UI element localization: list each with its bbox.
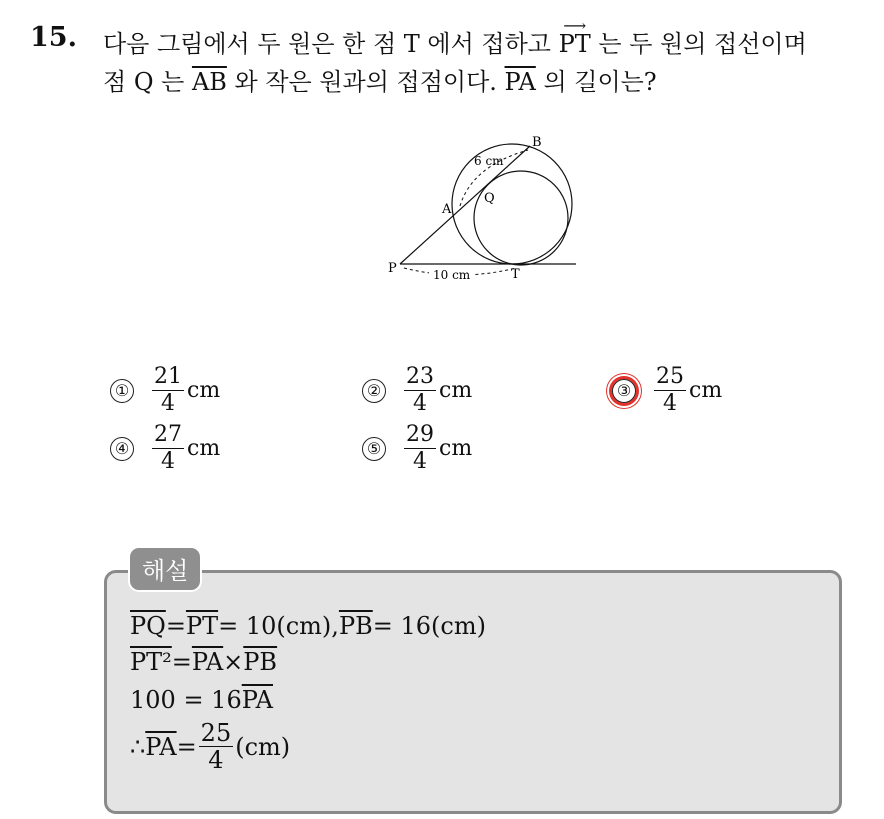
segment-pa: $\overline{PA}$ — [504, 68, 536, 96]
solution-line-1: $\overline{PQ}$ = $\overline{PT}$ = 10(cm), $\overline{PB}$ = 16(cm) — [130, 612, 486, 640]
question-line-1: 다음 그림에서 두 원은 한 점 T 에서 접하고 ⟶ PT 는 두 원의 접선이며 — [103, 16, 807, 58]
label-q: Q — [484, 191, 495, 206]
solution-line-3: 100 = 16 $\overline{PA}$ — [130, 686, 273, 714]
question-number: 15. — [30, 22, 77, 53]
choice-2[interactable]: ② $\frac{23}{4}$ cm — [362, 364, 472, 417]
solution-line-2: PT² = $\overline{PA}$ × $\overline{PB}$ — [130, 648, 278, 676]
tangent-circles-figure — [380, 130, 600, 290]
label-a: A — [442, 202, 452, 217]
choice-3[interactable]: ③ $\frac{25}{4}$ cm — [612, 364, 722, 417]
question-line-2: 점 Q 는 $\overline{AB}$ 와 작은 원과의 접점이다. $\overline{PA}$ 의 길이는? — [103, 68, 657, 96]
label-t: T — [511, 267, 520, 282]
vector-pt: ⟶ PT — [558, 16, 591, 58]
label-p: P — [388, 261, 397, 276]
choice-5[interactable]: ⑤ $\frac{29}{4}$ cm — [362, 422, 472, 475]
label-pt-length: 10 cm — [433, 268, 471, 282]
answer-mark: ③ — [612, 379, 636, 403]
choice-4[interactable]: ④ $\frac{27}{4}$ cm — [110, 422, 220, 475]
label-b: B — [532, 135, 542, 150]
segment-ab: $\overline{AB}$ — [191, 68, 227, 96]
small-circle — [474, 171, 568, 265]
secant-line — [400, 146, 530, 264]
choice-1[interactable]: ① $\frac{21}{4}$ cm — [110, 364, 220, 417]
solution-line-4: ∴ $\overline{PA}$ = $\frac{25}{4}$ (cm) — [130, 719, 291, 774]
solution-tag: 해설 — [128, 546, 202, 592]
label-ab-length: 6 cm — [474, 154, 504, 168]
